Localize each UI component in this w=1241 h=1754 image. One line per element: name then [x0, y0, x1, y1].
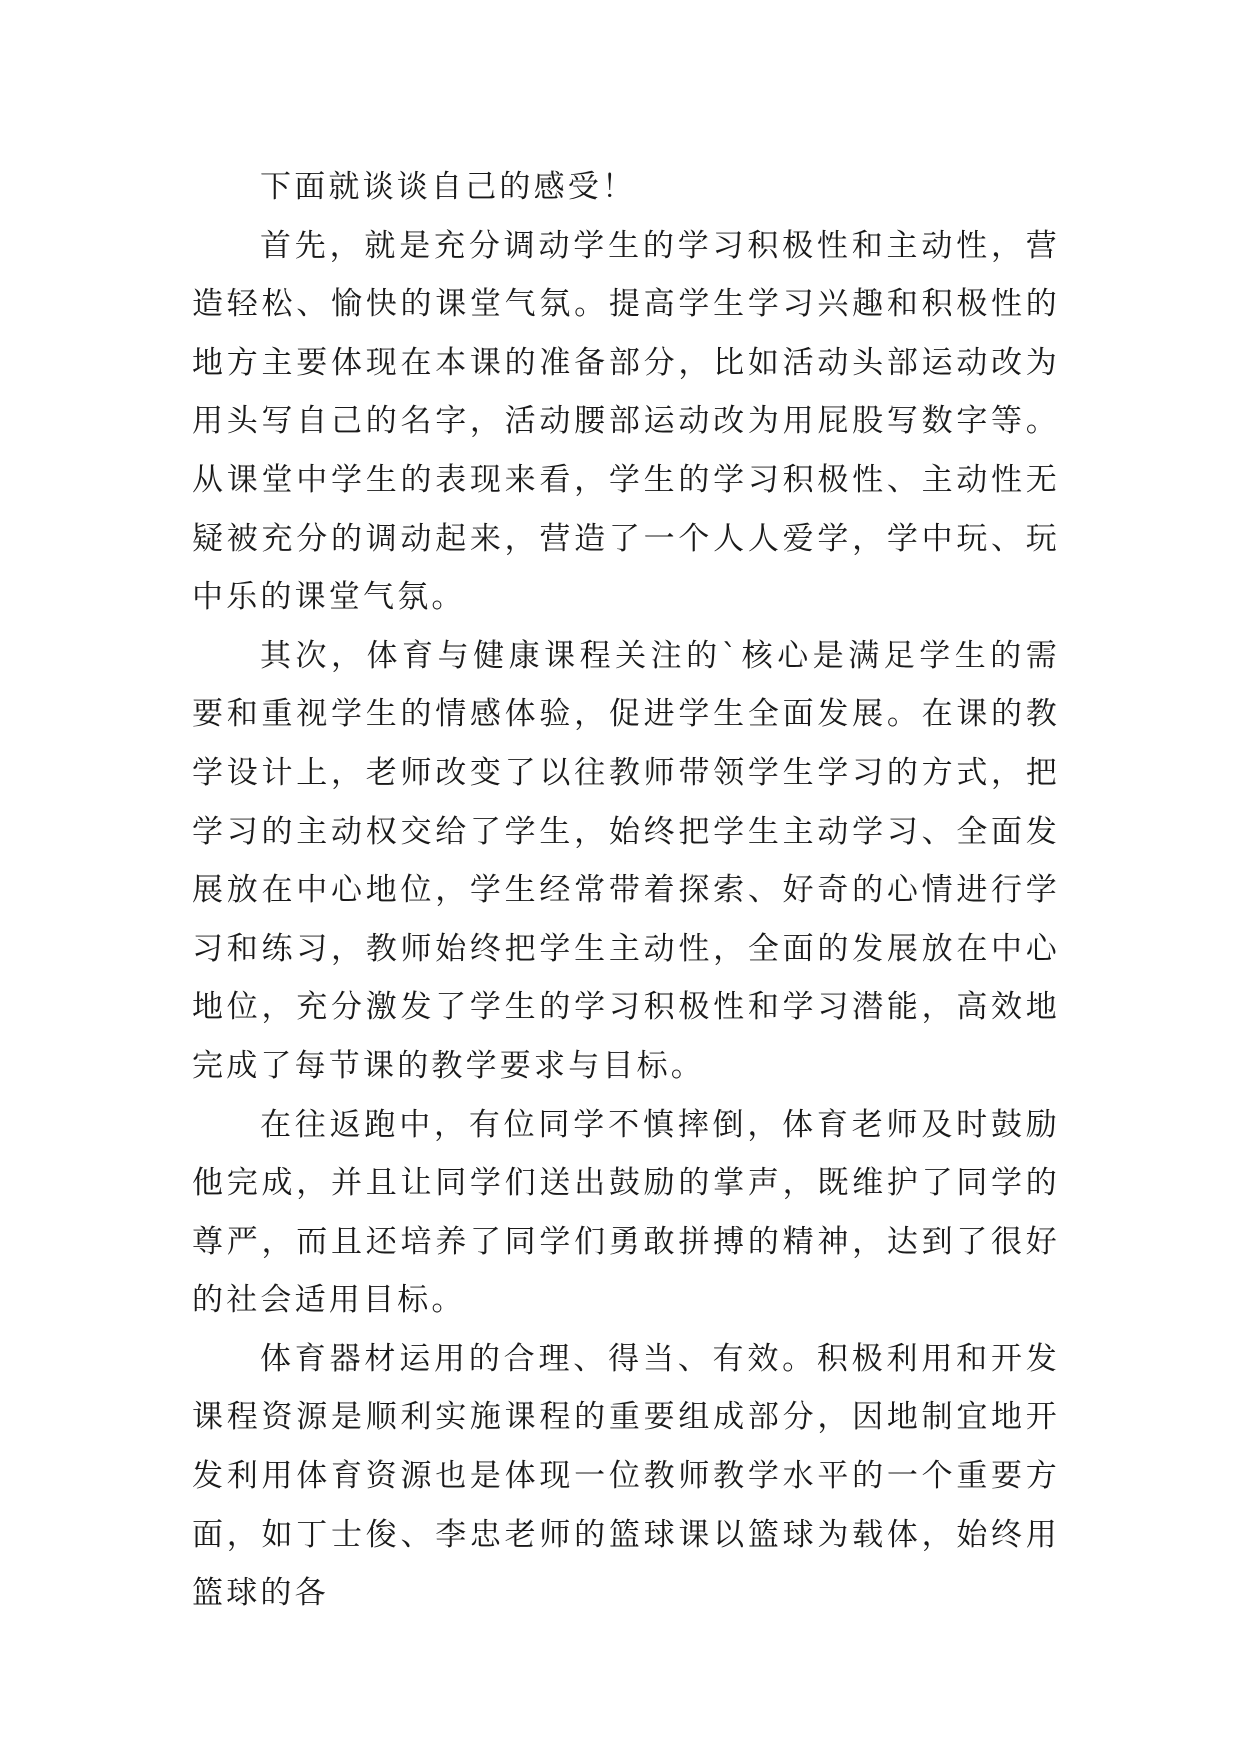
document-body — [192, 158, 1060, 1623]
paragraph-shuttle-run: 在往返跑中，有位同学不慎摔倒，体育老师及时鼓励他完成，并且让同学们送出鼓励的掌声，既维护了同学的尊严，而且还培养了同学们勇敢拼搏的精神，达到了很好的社会适用目标。 — [192, 1106, 1060, 1319]
paragraph-second-point: 其次，体育与健康课程关注的`核心是满足学生的需要和重视学生的情感体验，促进学生全面发展。在课的教学设计上，老师改变了以往教师带领学生学习的方式，把学习的主动权交给了学生，始终把学生主动学习、全面发展放在中心地位，学生经常带着探索、好奇的心情进行学习和练习，教师始终把学生主动性，全面的发展放在中心地位，充分激发了学生的学习积极性和学习潜能，高效地完成了每节课的教学要求与目标。 — [192, 637, 1060, 1084]
paragraph-intro: 下面就谈谈自己的感受！ — [260, 169, 637, 205]
paragraph-first-point: 首先，就是充分调动学生的学习积极性和主动性，营造轻松、愉快的课堂气氛。提高学生学习兴趣和积极性的地方主要体现在本课的准备部分，比如活动头部运动改为用头写自己的名字，活动腰部运动改为用屁股写数字等。从课堂中学生的表现来看，学生的学习积极性、主动性无疑被充分的调动起来，营造了一个人人爱学，学中玩、玩中乐的课堂气氛。 — [192, 227, 1060, 616]
paragraph-equipment: 体育器材运用的合理、得当、有效。积极利用和开发课程资源是顺利实施课程的重要组成部分，因地制宜地开发利用体育资源也是体现一位教师教学水平的一个重要方面，如丁士俊、李忠老师的篮球课以篮球为载体，始终用篮球的各 — [192, 1340, 1060, 1612]
